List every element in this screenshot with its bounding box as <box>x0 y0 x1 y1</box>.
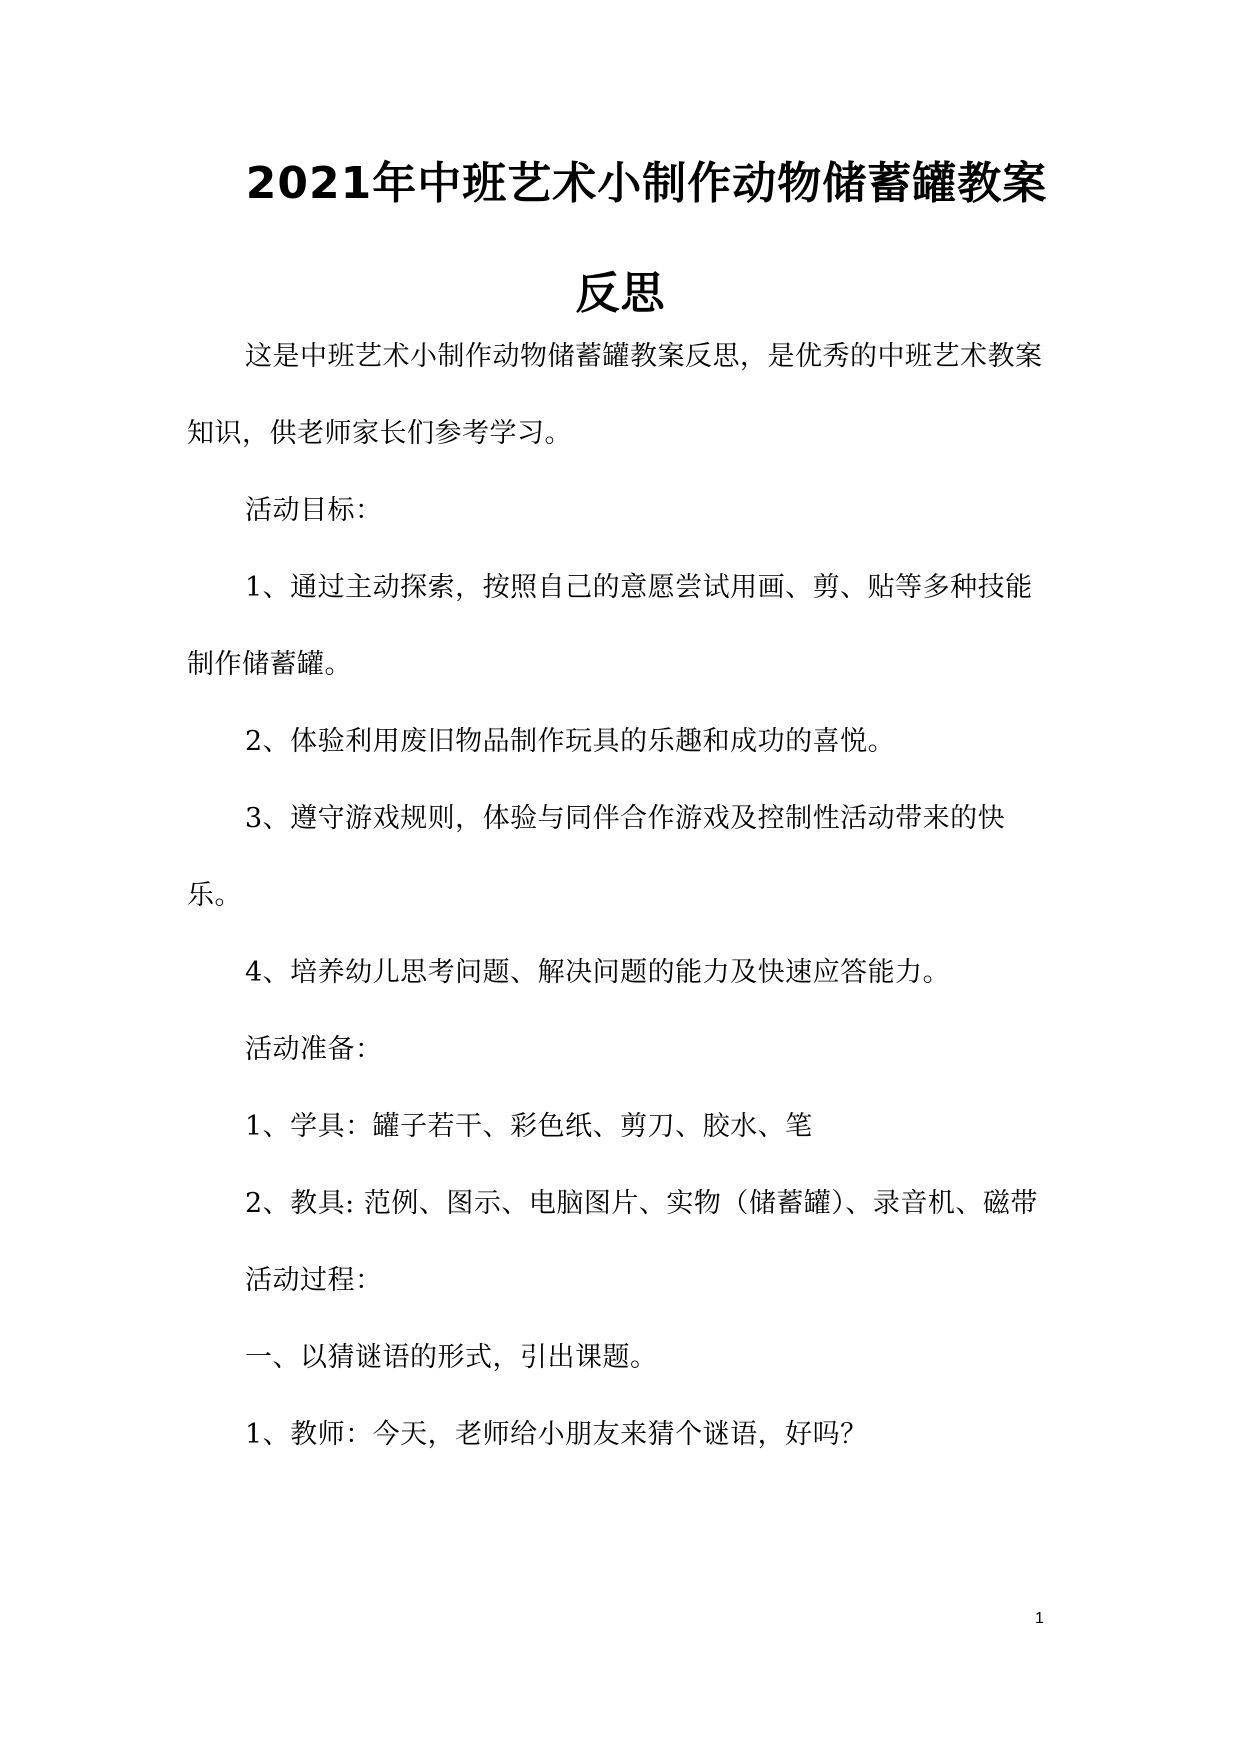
page-number: 1 <box>1035 1610 1044 1627</box>
paragraph-process-step-1: 一、以猜谜语的形式，引出课题。 <box>245 1342 658 1373</box>
paragraph-process-heading: 活动过程： <box>245 1265 383 1296</box>
paragraph-process-step-1-1: 1、教师：今天，老师给小朋友来猜个谜语，好吗？ <box>245 1419 868 1450</box>
paragraph-goal-4: 4、培养幼儿思考问题、解决问题的能力及快速应答能力。 <box>245 957 951 988</box>
paragraph-goal-2: 2、体验利用废旧物品制作玩具的乐趣和成功的喜悦。 <box>245 726 896 757</box>
document-title-line-1: 2021年中班艺术小制作动物储蓄罐教案 <box>245 158 1048 209</box>
paragraph-goals-heading: 活动目标： <box>245 495 383 526</box>
document-body <box>187 318 1059 1473</box>
paragraph-preparation-heading: 活动准备： <box>245 1034 383 1065</box>
paragraph-preparation-1: 1、学具：罐子若干、彩色纸、剪刀、胶水、笔 <box>245 1111 813 1142</box>
paragraph-goal-3: 3、遵守游戏规则，体验与同伴合作游戏及控制性活动带来的快乐。 <box>187 803 1006 911</box>
paragraph-preparation-2: 2、教具: 范例、图示、电脑图片、实物（储蓄罐）、录音机、磁带 <box>245 1188 1038 1219</box>
document-title-line-2: 反思 <box>575 268 666 319</box>
paragraph-goal-1: 1、通过主动探索，按照自己的意愿尝试用画、剪、贴等多种技能制作储蓄罐。 <box>187 572 1033 680</box>
paragraph-intro: 这是中班艺术小制作动物储蓄罐教案反思，是优秀的中班艺术教案知识，供老师家长们参考学习。 <box>187 341 1043 449</box>
